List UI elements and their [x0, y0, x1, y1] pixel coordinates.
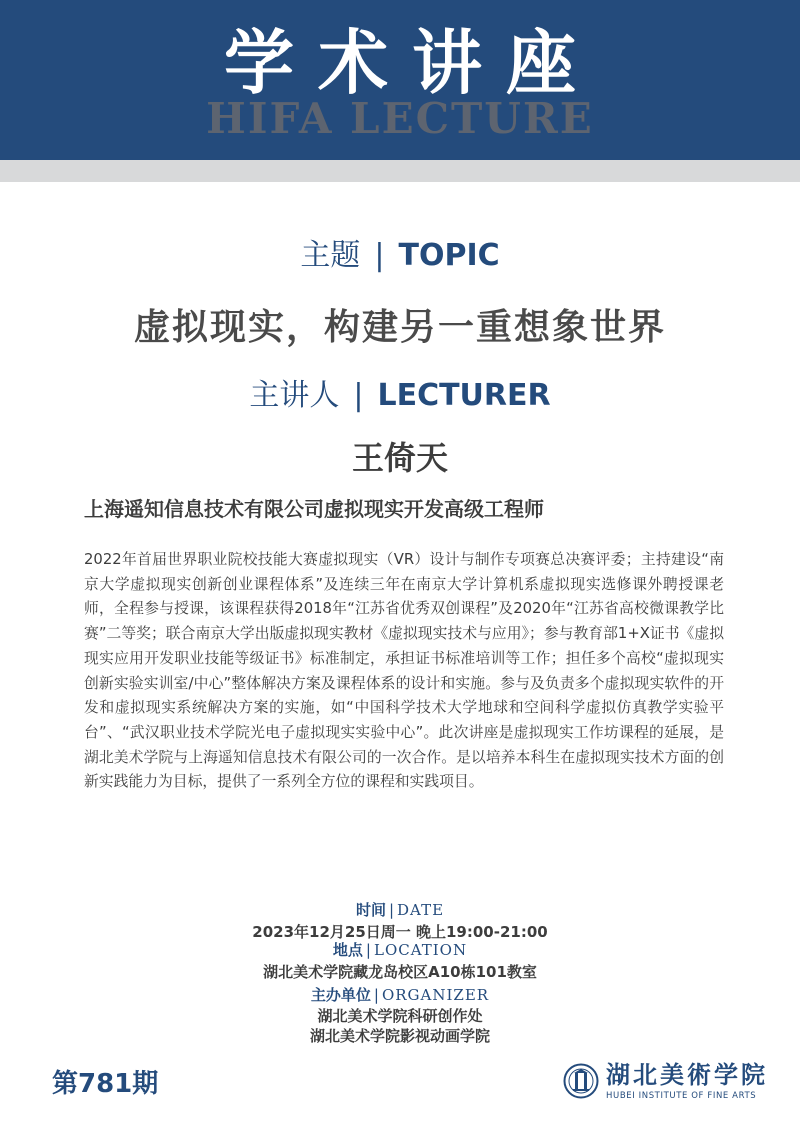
lecturer-label-en: LECTURER — [377, 378, 551, 413]
header-divider-band — [0, 160, 800, 182]
lecture-title: 虚拟现实，构建另一重想象世界 — [133, 307, 666, 348]
location-label-pipe: | — [365, 941, 371, 959]
organizer-label — [0, 984, 800, 1006]
date-label-cn: 时间 — [355, 901, 386, 919]
lecturer-label-cn: 主讲人 — [249, 378, 340, 413]
location-label-en: LOCATION — [373, 941, 468, 959]
location-label — [0, 939, 800, 961]
header-title-cn: 学术讲座 — [224, 22, 600, 104]
lecturer-separator: | — [353, 378, 364, 413]
university-logo-name: 湖北美術学院 — [606, 1060, 768, 1089]
location-label-cn: 地点 — [332, 941, 363, 959]
lecturer-heading — [0, 374, 800, 418]
header-title-en: HIFA LECTURE — [206, 94, 594, 143]
header-banner — [0, 0, 800, 160]
lecturer-bio: 2022年首届世界职业院校技能大赛虚拟现实（VR）设计与制作专项赛总决赛评委；主持建设“南京大学虚拟现实创新创业课程体系”及连续三年在南京大学计算机系虚拟现实选修课外聘授课老师，全程参与授课，该课程获得2018年“江苏省优秀双创课程”及2020年“江苏省高校微课教学比赛”二等奖；联合南京大学出版虚拟现实教材《虚拟现实技术与应用》；参与教育部1+X证书《虚拟现实应用开发职业技能等级证书》标准制定，承担证书标准培训等工作；担任多个高校“虚拟现实创新实验实训室/中心”整体解决方案及课程体系的设计和实施。参与及负责多个虚拟现实软件的开发和虚拟现实系统解决方案的实施，如“中国科学技术大学地球和空间科学虚拟仿真教学实验平台”、“武汉职业技术学院光电子虚拟现实实验中心”。此次讲座是虚拟现实工作坊课程的延展，是湖北美术学院与上海遥知信息技术有限公司的一次合作。是以培养本科生在虚拟现实技术方面的创新实践能力为目标，提供了一系列全方位的课程和实践项目。 — [84, 551, 724, 791]
university-logo-english: HUBEI INSTITUTE OF FINE ARTS — [606, 1091, 757, 1101]
date-label-en: DATE — [397, 901, 445, 919]
topic-heading — [0, 234, 800, 278]
date-value: 2023年12月25日周一 晚上19:00-21:00 — [252, 923, 548, 941]
lecturer-name: 王倚天 — [351, 439, 448, 477]
location-value: 湖北美术学院藏龙岛校区A10栋101教室 — [263, 963, 537, 981]
organizer-value-2: 湖北美术学院影视动画学院 — [309, 1027, 490, 1045]
topic-label-cn: 主题 — [300, 238, 361, 273]
lecturer-title: 上海遥知信息技术有限公司虚拟现实开发高级工程师 — [84, 497, 544, 521]
organizer-label-en: ORGANIZER — [381, 986, 490, 1004]
organizer-label-cn: 主办单位 — [310, 986, 371, 1004]
topic-label-en: TOPIC — [398, 238, 500, 273]
issue-number: 第781期 — [52, 1069, 159, 1099]
topic-separator: | — [374, 238, 385, 273]
organizer-value-1: 湖北美术学院科研创作处 — [317, 1007, 483, 1025]
date-label-pipe: | — [388, 901, 395, 919]
date-label — [0, 899, 800, 921]
university-seal-icon — [563, 1063, 599, 1099]
organizer-label-pipe: | — [373, 986, 379, 1004]
